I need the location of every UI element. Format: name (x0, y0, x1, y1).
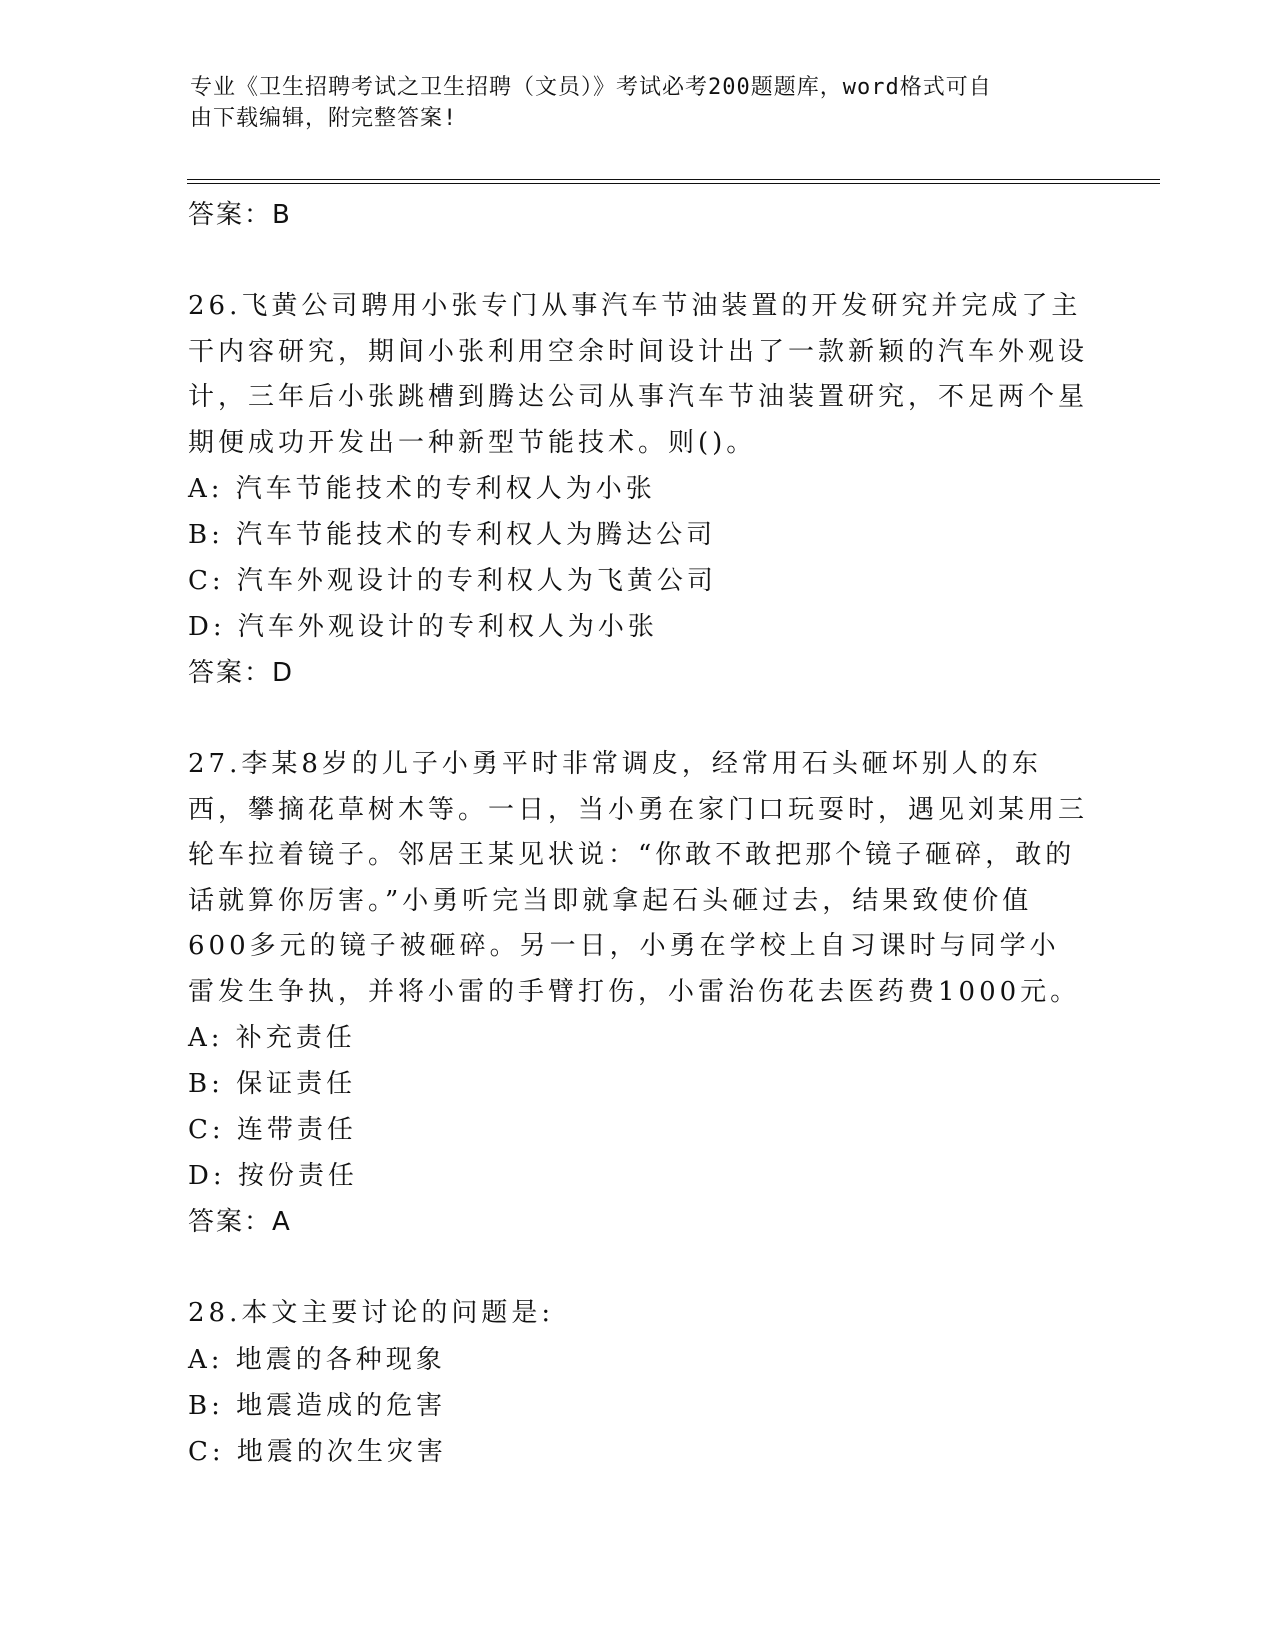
page-header (190, 72, 1090, 134)
question-26-text: 26.飞黄公司聘用小张专门从事汽车节油装置的开发研究并完成了主干内容研究，期间小张利用空余时间设计出了一款新颖的汽车外观设计，三年后小张跳槽到腾达公司从事汽车节油装置研究，不足两个星期便成功开发出一种新型节能技术。则()。 (188, 291, 1089, 458)
header-line-2: 由下载编辑，附完整答案! (190, 106, 458, 131)
question-28-text: 28.本文主要讨论的问题是: (188, 1298, 555, 1328)
answer-prev: 答案：B (188, 200, 292, 230)
question-27-option-a: A: 补充责任 (188, 1023, 356, 1053)
question-26-option-b: B: 汽车节能技术的专利权人为腾达公司 (188, 520, 717, 550)
question-26-option-a: A: 汽车节能技术的专利权人为小张 (188, 474, 656, 504)
question-27 (188, 742, 1088, 1245)
question-27-answer: 答案：A (188, 1207, 292, 1237)
header-rule-bottom (187, 183, 1160, 184)
question-26-answer: 答案：D (188, 658, 295, 688)
question-27-option-c: C: 连带责任 (188, 1115, 357, 1145)
spacer (188, 238, 1088, 284)
header-line-1: 专业《卫生招聘考试之卫生招聘（文员）》考试必考200题题库，word格式可自 (190, 75, 992, 100)
header-rule-top (187, 179, 1160, 180)
question-28-option-a: A: 地震的各种现象 (188, 1344, 446, 1375)
spacer (188, 1245, 1088, 1291)
question-26 (188, 284, 1088, 696)
question-27-option-b: B: 保证责任 (188, 1069, 357, 1099)
question-list (188, 192, 1088, 1475)
question-28-option-c: C: 地震的次生灾害 (188, 1436, 447, 1467)
spacer (188, 696, 1088, 742)
question-28 (188, 1291, 1088, 1475)
question-27-option-d: D: 按份责任 (188, 1161, 358, 1191)
question-26-option-d: D: 汽车外观设计的专利权人为小张 (188, 612, 658, 642)
question-28-option-b: B: 地震造成的危害 (188, 1390, 447, 1421)
question-27-text: 27.李某8岁的儿子小勇平时非常调皮，经常用石头砸坏别人的东西，攀摘花草树木等。一日，当小勇在家门口玩耍时，遇见刘某用三轮车拉着镜子。邻居王某见状说：“你敢不敢把那个镜子砸碎，敢的话就算你厉害。”小勇听完当即就拿起石头砸过去，结果致使价值600多元的镜子被砸碎。另一日，小勇在学校上自习课时与同学小雷发生争执，并将小雷的手臂打伤，小雷治伤花去医药费1000元。 (188, 749, 1089, 1007)
question-26-option-c: C: 汽车外观设计的专利权人为飞黄公司 (188, 566, 717, 596)
